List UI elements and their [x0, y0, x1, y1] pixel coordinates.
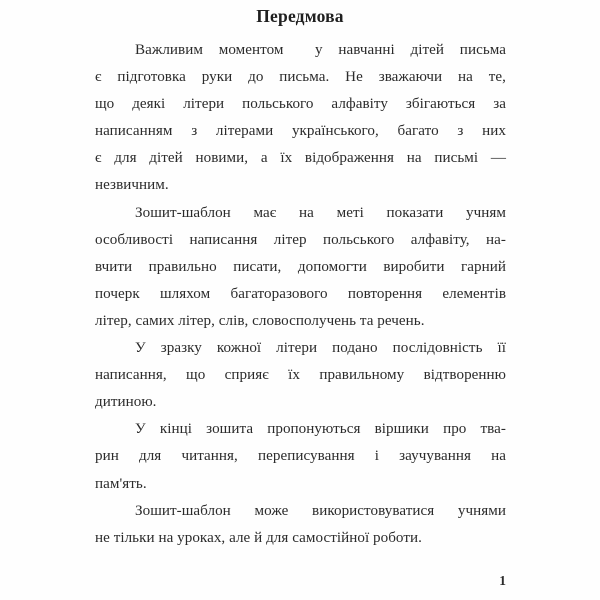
text-line: вчити правильно писати, допомогти виробити гарний: [95, 258, 506, 275]
text-line: Зошит-шаблон може використовуватися учнями: [135, 502, 506, 519]
paragraph-5: [95, 498, 506, 552]
paragraph-3: [95, 335, 506, 416]
page-title: Передмова: [256, 6, 344, 26]
text-line: Зошит-шаблон має на меті показати учням: [135, 204, 506, 221]
text-line: є для дітей новими, а їх відображення на письмі —: [95, 150, 506, 167]
text-line: У зразку кожної літери подано послідовність її: [135, 340, 506, 357]
text-line: особливості написання літер польського алфавіту, на-: [95, 231, 506, 248]
text-line: літер, самих літер, слів, словосполучень та речень.: [95, 312, 425, 329]
body-text-block: [95, 37, 506, 552]
text-line: є підготовка руки до письма. Не зважаючи на те,: [95, 69, 506, 86]
text-line: У кінці зошита пропонуються віршики про тва-: [135, 421, 506, 438]
text-line: написанням з літерами українського, багато з них: [95, 123, 506, 140]
paragraph-1: [95, 37, 506, 200]
text-line: Важливим моментом у навчанні дітей письма: [135, 42, 506, 58]
text-line: пам'ять.: [95, 475, 147, 492]
paragraph-4: [95, 416, 506, 497]
text-line: написання, що сприяє їх правильному відтворенню: [95, 367, 506, 384]
text-line: незвичним.: [95, 177, 169, 194]
text-line: що деякі літери польського алфавіту збігаються за: [95, 96, 506, 113]
paragraph-2: [95, 200, 506, 335]
text-line: дитиною.: [95, 394, 157, 411]
text-line: почерк шляхом багаторазового повторення елементів: [95, 285, 506, 302]
page-number: 1: [499, 573, 506, 588]
text-line: не тільки на уроках, але й для самостійної роботи.: [95, 529, 422, 546]
text-line: рин для читання, переписування і заучування на: [95, 448, 506, 465]
